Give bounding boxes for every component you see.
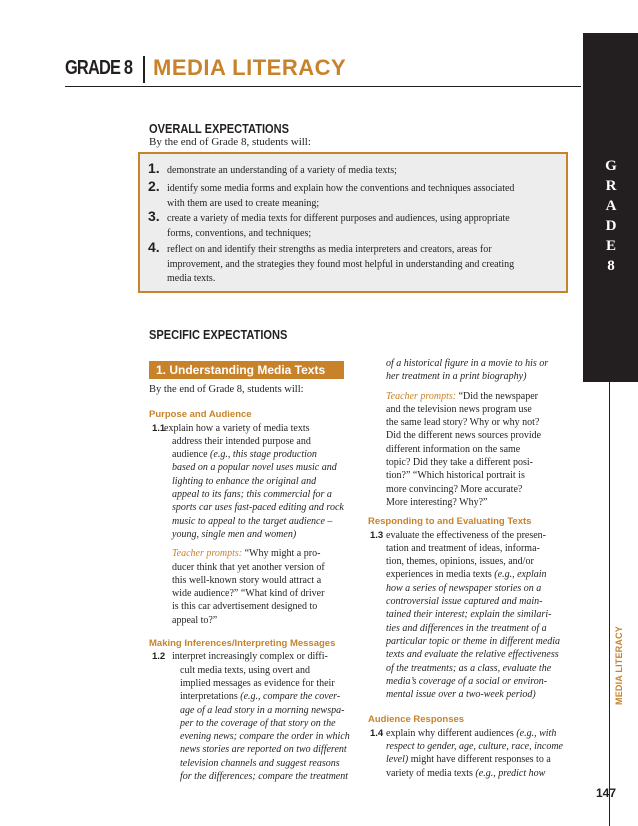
right-column [368, 357, 573, 780]
side-tab-grade-letters: G R A D E 8 [605, 158, 617, 274]
expectation-1-1: 1.1 explain how a variety of media texts address their intended purpose and audience (e.g., this stage production based on a popular novel uses music and lighting to enhance the original and appeal to its fans; this commercial for a sports car uses fast-paced editing and rock music to appeal to the target audience – young, single men and women) Teacher prompts: “Why might a pro- ducer think that yet another version of this well-known story would attract a wide audience?” “What kind of driver is this car advertisement designed to appeal to?” [149, 422, 355, 627]
teacher-prompts-1-1: Teacher prompts: “Why might a pro- ducer think that yet another version of this well-known story would attract a wide audience?” “What kind of driver is this car advertisement designed to appeal to?” [172, 548, 325, 626]
subhead-purpose-audience: Purpose and Audience [149, 409, 252, 421]
page-title: MEDIA LITERACY [153, 55, 347, 80]
subhead-responding-evaluating: Responding to and Evaluating Texts [368, 516, 532, 528]
section-tag: 1. Understanding Media Texts [149, 361, 344, 379]
expectation-1-4: 1.4 explain why different audiences (e.g., with respect to gender, age, culture, race, income level) might have different responses to a variety of media texts (e.g., predict how [370, 727, 563, 779]
subhead-making-inferences: Making Inferences/Interpreting Messages [149, 638, 336, 650]
overall-heading: OVERALL EXPECTATIONS [149, 121, 289, 136]
expectation-1-2: 1.2 interpret increasingly complex or diffi- cult media texts, using overt and implied messages as evidence for their interpretations (e.g., compare the cover- age of a lead story in a morning newspa- per to the coverage of that story on the evening news; compare the order in which news stories are reported on two different television channels and suggest reasons for the differences; compare the treatment [152, 651, 350, 783]
specific-intro: By the end of Grade 8, students will: [149, 384, 304, 395]
overall-intro: By the end of Grade 8, students will: [149, 136, 311, 148]
side-subject-label: MEDIA LITERACY [614, 626, 624, 705]
subhead-audience-responses: Audience Responses [368, 714, 465, 726]
header-rule [65, 86, 581, 87]
left-column [149, 383, 355, 783]
side-rule [609, 382, 610, 826]
header-divider [143, 56, 145, 83]
grade-label: GRADE 8 [65, 57, 133, 79]
overall-expectations-box: 1. demonstrate an understanding of a variety of media texts; 2. identify some media forms and explain how the conventions and techniques associated with them are used to create meaning; 3. create a variety of media texts for different purposes and audiences, using appropriate forms, conventions, and techniques; 4. reflect on and identify their strengths as media interpreters and creators, areas for improvement, and the strategies they found most helpful in understanding and creating media texts. [138, 152, 568, 293]
expectation-1-2-continued: of a historical figure in a movie to his or her treatment in a print biography) Teacher prompts: “Did the newspaper and the television news program use the same lead story? Why or why not? Did the different news sources provide different information on the same topic? Did they take a different posi- tion?” “Which historical portrait is more convincing? More accurate? More interesting? Why?” [368, 357, 573, 509]
expectation-1-3: 1.3 evaluate the effectiveness of the presen- tation and treatment of ideas, informa- tion, themes, opinions, issues, and/or experiences in media texts (e.g., explain how a series of newspaper stories on a controversial issue captured and main- tained their interest; explain the similari- ties and differences in the treatment of a particular topic or theme in different media texts and evaluate the relative effectiveness of the treatments; as a class, evaluate the media’s coverage of a social or environ- mental issue over a two-week period) [370, 529, 561, 701]
teacher-prompts-1-2: Teacher prompts: “Did the newspaper and the television news program use the same lead story? Why or why not? Did the different news sources provide different information on the same topic? Did they take a different posi- tion?” “Which historical portrait is more convincing? More accurate? More interesting? Why?” [386, 390, 542, 508]
specific-heading: SPECIFIC EXPECTATIONS [149, 327, 288, 342]
page-number: 147 [596, 786, 617, 800]
